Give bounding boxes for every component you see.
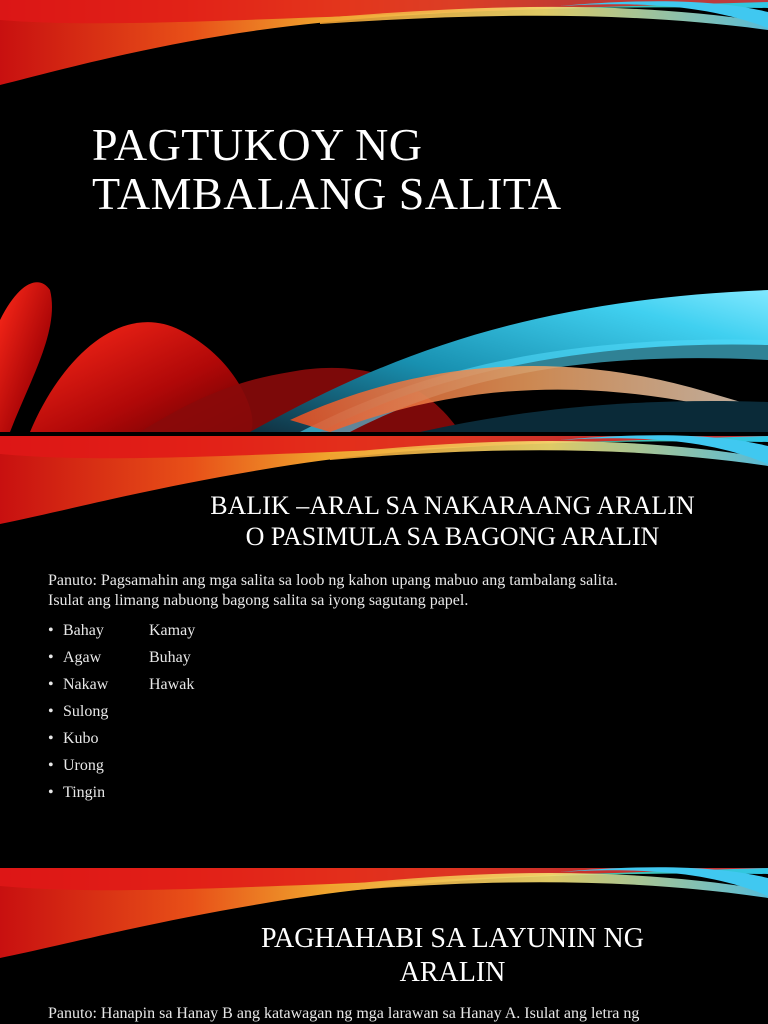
word-column-2: Kamay bbox=[149, 622, 196, 639]
review-slide bbox=[0, 432, 768, 866]
bullet-icon: • bbox=[48, 649, 54, 666]
slide-title bbox=[200, 922, 705, 990]
instruction-text: Panuto: Hanapin sa Hanay B ang katawagan ng mga larawan sa Hanay A. Isulat ang letra ng bbox=[48, 1005, 640, 1022]
title-line-1: BALIK –ARAL SA NAKARAANG ARALIN bbox=[210, 491, 695, 520]
title-line-1: PAGTUKOY NG bbox=[92, 119, 423, 170]
objective-slide bbox=[0, 866, 768, 1024]
bullet-icon: • bbox=[48, 730, 54, 747]
word-column-1: Bahay bbox=[63, 622, 104, 639]
instruction-line-2: Isulat ang limang nabuong bagong salita sa iyong sagutang papel. bbox=[48, 592, 469, 609]
list-item bbox=[48, 698, 195, 725]
instruction-line-1: Panuto: Pagsamahin ang mga salita sa loob ng kahon upang mabuo ang tambalang salita. bbox=[48, 572, 618, 589]
bullet-icon: • bbox=[48, 622, 54, 639]
list-item bbox=[48, 644, 195, 671]
word-column-1: Kubo bbox=[63, 730, 99, 747]
bullet-icon: • bbox=[48, 676, 54, 693]
word-column-1: Nakaw bbox=[63, 676, 109, 693]
list-item bbox=[48, 671, 195, 698]
word-column-1: Agaw bbox=[63, 649, 102, 666]
word-column-2: Buhay bbox=[149, 649, 191, 666]
instruction-text bbox=[48, 571, 738, 611]
slide-title bbox=[190, 490, 715, 552]
word-column-1: Urong bbox=[63, 757, 104, 774]
word-column-2: Hawak bbox=[149, 676, 195, 693]
word-column-1: Tingin bbox=[63, 784, 106, 801]
bullet-icon: • bbox=[48, 784, 54, 801]
list-item bbox=[48, 779, 195, 806]
slide-title bbox=[92, 120, 562, 218]
title-line-2: ARALIN bbox=[399, 957, 506, 988]
word-column-1: Sulong bbox=[63, 703, 109, 720]
list-item bbox=[48, 725, 195, 752]
bullet-icon: • bbox=[48, 757, 54, 774]
list-item bbox=[48, 752, 195, 779]
title-line-2: TAMBALANG SALITA bbox=[92, 168, 562, 219]
list-item bbox=[48, 617, 195, 644]
title-slide bbox=[0, 0, 768, 432]
bullet-icon: • bbox=[48, 703, 54, 720]
title-line-2: O PASIMULA SA BAGONG ARALIN bbox=[245, 522, 660, 551]
word-list bbox=[48, 617, 195, 806]
title-line-1: PAGHAHABI SA LAYUNIN NG bbox=[261, 923, 644, 954]
